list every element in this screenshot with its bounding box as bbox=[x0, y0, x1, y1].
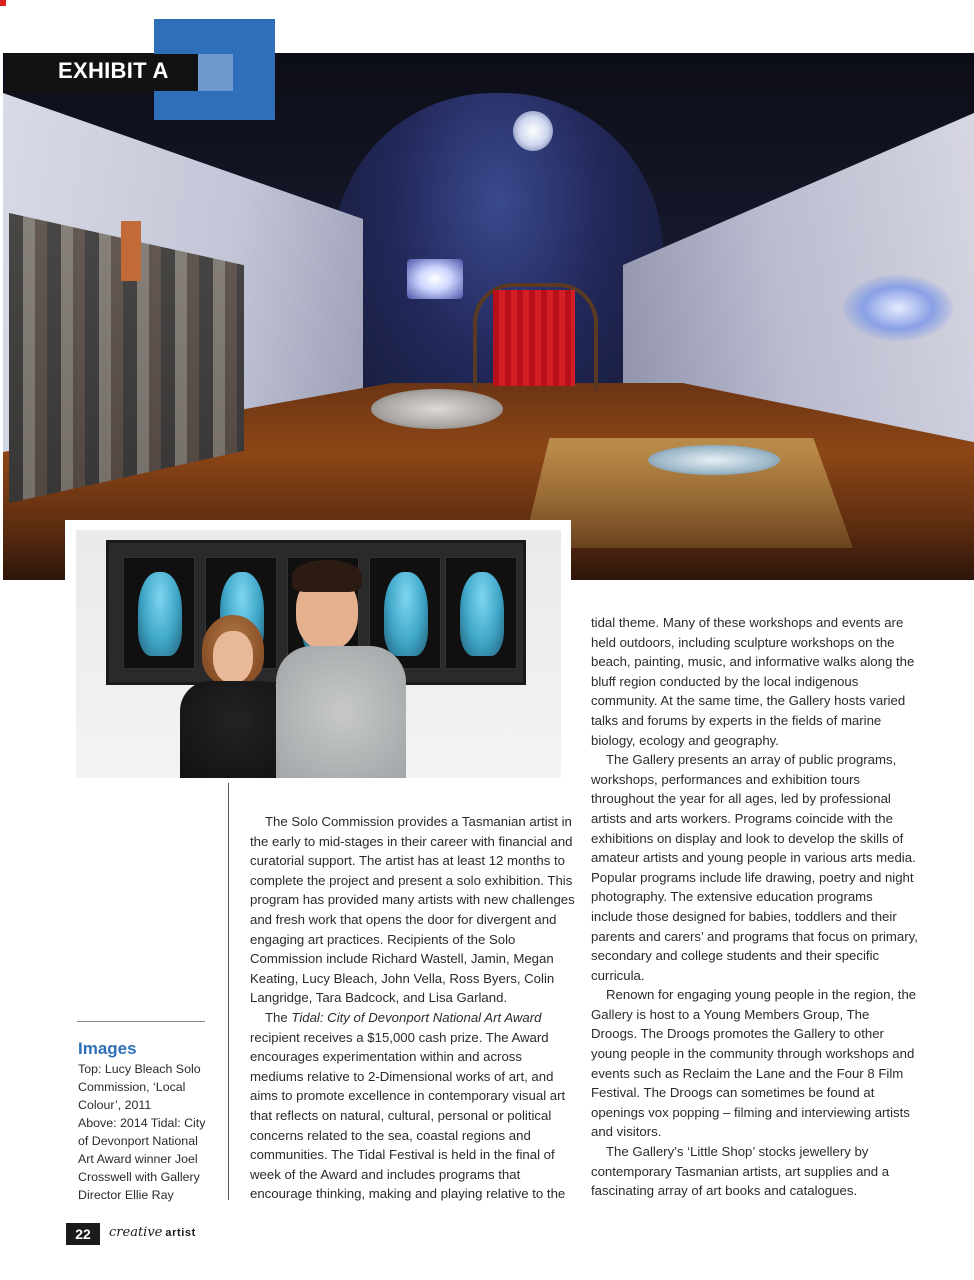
captions-heading: Images bbox=[78, 1039, 137, 1058]
magazine-title bbox=[109, 1225, 196, 1240]
caption-line: Colour’, 2011 bbox=[78, 1098, 152, 1112]
article-paragraph: The Solo Commission provides a Tasmanian artist in the early to mid-stages in their career with financial and curatorial support. The artist has at least 12 months to complete the project and present a solo exhibition. This program has provided many artists with new challenges and fresh work that opens the door for divergent and engaging art practices. Recipients of the Solo Commission include Richard Wastell, Jamin, Megan Keating, Lucy Bleach, John Vella, Ross Byers, Colin Langridge, Tara Badcock, and Lisa Garland. bbox=[250, 814, 575, 1006]
blue-figure bbox=[138, 572, 182, 656]
article-paragraph: tidal theme. Many of these workshops and events are held outdoors, including sculpture workshops on the beach, painting, music, and informative walks along the bluff region conducted by the local indigenous community. At the same time, the Gallery hosts varied talks and forums by experts in the fields of marine biology, ecology and geography. bbox=[591, 615, 915, 748]
photo-neon-sign bbox=[407, 259, 463, 299]
section-label: EXHIBIT A bbox=[58, 58, 169, 83]
sidebar-rule bbox=[77, 1021, 205, 1022]
article-column-1 bbox=[250, 812, 575, 1204]
photo-glass-disc bbox=[648, 445, 780, 475]
award-winner-figure bbox=[276, 560, 406, 778]
column-divider bbox=[228, 783, 229, 1200]
magazine-word: artist bbox=[165, 1227, 196, 1239]
caption-line: of Devonport National bbox=[78, 1134, 198, 1148]
article-paragraph: The Gallery presents an array of public programs, workshops, performances and exhibition tours throughout the year for all ages, led by professional artists and arts workers. Programs coincide with the exhibitions on display and look to develop the skills of amateur artists and young people in various arts media. Popular programs include life drawing, poetry and night photography. The extensive education programs include those designed for babies, toddlers and their parents and carers’ and programs that focus on primary, secondary and college students and their specific curricula. bbox=[591, 752, 918, 983]
photo-round-window bbox=[513, 111, 553, 151]
photo-wall-projection bbox=[843, 275, 953, 341]
blue-figure bbox=[460, 572, 504, 656]
photo-round-plinth bbox=[371, 389, 503, 429]
caption-line: Art Award winner Joel bbox=[78, 1152, 198, 1166]
magazine-script: creative bbox=[109, 1225, 163, 1240]
face bbox=[213, 631, 253, 683]
exhibit-badge-accent bbox=[198, 54, 233, 91]
photo-red-curtain bbox=[493, 290, 575, 386]
article-paragraph: The Gallery’s ‘Little Shop’ stocks jewellery by contemporary Tasmanian artists, art supplies and a fascinating array of art books and catalogues. bbox=[591, 1144, 890, 1199]
award-winner-photo bbox=[76, 530, 561, 778]
page-number: 22 bbox=[66, 1223, 100, 1245]
gallery-director-figure bbox=[180, 615, 290, 778]
photo-hanging-garment bbox=[121, 221, 141, 281]
caption-line: Crosswell with Gallery bbox=[78, 1170, 200, 1184]
body bbox=[276, 646, 406, 778]
artwork-panel bbox=[445, 557, 517, 669]
text-run: The bbox=[265, 1009, 292, 1025]
article-paragraph bbox=[250, 1008, 575, 1204]
hair bbox=[292, 560, 362, 592]
page-edge-mark bbox=[0, 0, 6, 6]
article-column-2 bbox=[591, 613, 918, 1201]
caption-line: Above: 2014 Tidal: City bbox=[78, 1116, 206, 1130]
body bbox=[180, 681, 290, 778]
text-run: recipient receives a $15,000 cash prize. The Award encourages experimentation within and across mediums relative to 2-Dimensional works of art, and aims to promote excellence in contemporary visual art that reflects on natural, cultural, personal or political concerns related to the sea, coastal regions and communities. The Tidal Festival is held in the final of week of the Award and includes programs that encourage thinking, making and playing relative to the bbox=[250, 1029, 566, 1202]
caption-line: Top: Lucy Bleach Solo bbox=[78, 1062, 201, 1076]
caption-line: Commission, ‘Local bbox=[78, 1080, 186, 1094]
gallery-installation-photo bbox=[3, 53, 974, 580]
caption-line: Director Ellie Ray bbox=[78, 1188, 174, 1202]
image-captions bbox=[78, 1060, 208, 1204]
award-title: Tidal: City of Devonport National Art Award bbox=[291, 1009, 542, 1025]
article-paragraph: Renown for engaging young people in the region, the Gallery is host to a Young Members Group, The Droogs. The Droogs promotes the Gallery to other young people in the community through workshops and events such as Reclaim the Lane and the Four 8 Film Festival. The Droogs can sometimes be found at openings vox popping – filming and interviewing artists and visitors. bbox=[591, 987, 917, 1140]
